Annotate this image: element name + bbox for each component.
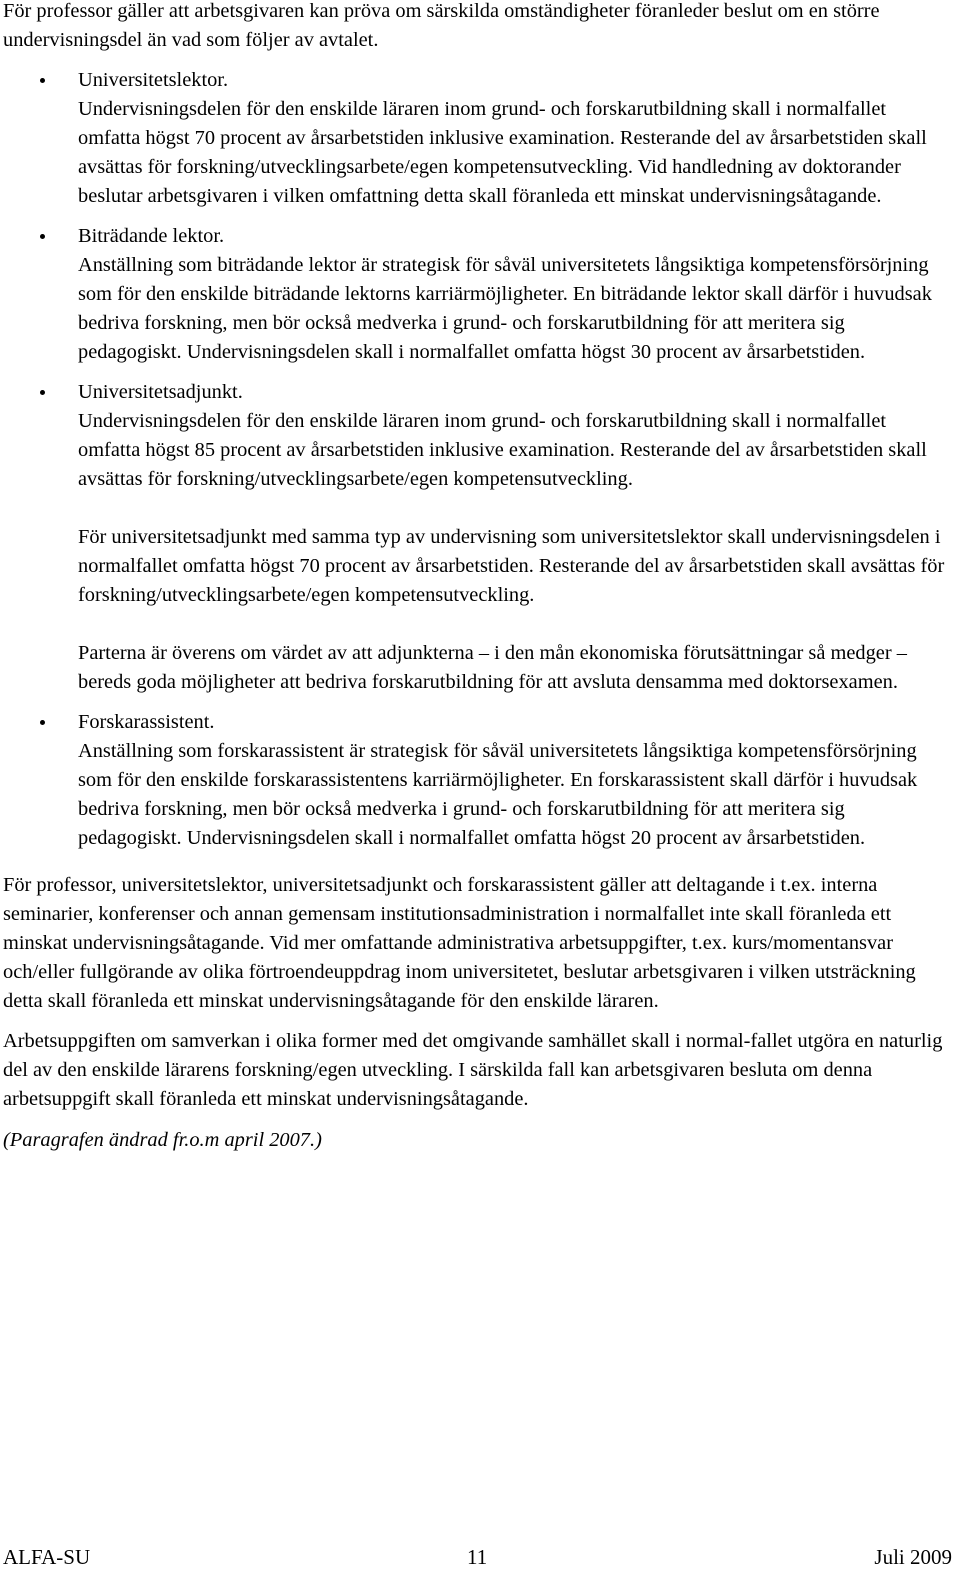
bullet-icon <box>40 234 45 239</box>
amendment-note: (Paragrafen ändrad fr.o.m april 2007.) <box>3 1129 322 1151</box>
item-subparagraph: För universitetsadjunkt med samma typ av undervisning som universitetslektor skall undervisningsdelen i normalfallet omfatta högst 70 procent av årsarbetstiden. Resterande del av årsarbetstiden skall avsättas för forskning/utvecklingsarbete/egen kompetensutveckling. <box>78 526 945 606</box>
item-subparagraph: Parterna är överens om värdet av att adjunkterna – i den mån ekonomiska förutsättningar så medger – bereds goda möjligheter att bedriva forskarutbildning för att avsluta densamma med doktorsexamen. <box>78 642 907 693</box>
bullet-icon <box>40 390 45 395</box>
intro-paragraph: För professor gäller att arbetsgivaren kan pröva om särskilda omständigheter föranleder beslut om en större undervisningsdel än vad som följer av avtalet. <box>3 0 880 51</box>
item-title: Universitetsadjunkt. <box>78 381 243 403</box>
item-title: Universitetslektor. <box>78 69 229 91</box>
item-text: Anställning som forskarassistent är strategisk för såväl universitetets långsiktiga kompetensförsörjning som för den enskilde forskarassistentens karriärmöjligheter. En forskarassistent skall därför i huvudsak bedriva forskning, men bör också medverka i grund- och forskarutbildning för att meritera sig pedagogiskt. Undervisningsdelen skall i normalfallet omfatta högst 20 procent av årsarbetstiden. <box>78 740 918 849</box>
position-list <box>3 66 948 853</box>
bullet-icon <box>40 720 45 725</box>
page-number: 11 <box>467 1545 488 1569</box>
bullet-icon <box>40 78 45 83</box>
list-item-universitetslektor <box>3 66 948 211</box>
item-title: Biträdande lektor. <box>78 225 225 247</box>
footer-org: ALFA-SU <box>3 1545 91 1569</box>
page-footer <box>3 1542 952 1572</box>
item-title: Forskarassistent. <box>78 711 215 733</box>
document-page <box>3 0 948 1155</box>
body-paragraph: Arbetsuppgiften om samverkan i olika former med det omgivande samhället skall i normal-fallet utgöra en naturlig del av den enskilde lärarens forskning/egen utveckling. I särskilda fall kan arbetsgivaren besluta om denna arbetsuppgift skall föranleda ett minskat undervisningsåtagande. <box>3 1030 943 1110</box>
list-item-universitetsadjunkt <box>3 378 948 697</box>
item-text: Undervisningsdelen för den enskilde läraren inom grund- och forskarutbildning skall i normalfallet omfatta högst 85 procent av årsarbetstiden inklusive examination. Resterande del av årsarbetstiden skall avsättas för forskning/utvecklingsarbete/egen kompetensutveckling. <box>78 410 927 490</box>
item-text: Undervisningsdelen för den enskilde läraren inom grund- och forskarutbildning skall i normalfallet omfatta högst 70 procent av årsarbetstiden inklusive examination. Resterande del av årsarbetstiden skall avsättas för forskning/utvecklingsarbete/egen kompetensutveckling. Vid handledning av doktorander beslutar arbetsgivaren i vilken omfattning detta skall föranleda ett minskat undervisningsåtagande. <box>78 98 927 207</box>
footer-date: Juli 2009 <box>874 1545 952 1569</box>
body-paragraph: För professor, universitetslektor, universitetsadjunkt och forskarassistent gäller att deltagande i t.ex. interna seminarier, konferenser och annan gemensam institutionsadministration i normalfallet inte skall föranleda ett minskat undervisningsåtagande. Vid mer omfattande administrativa arbetsuppgifter, t.ex. kurs/momentansvar och/eller fullgörande av olika förtroendeuppdrag inom universitetet, beslutar arbetsgivaren i vilken utsträckning detta skall föranleda ett minskat undervisningsåtagande för den enskilde läraren. <box>3 874 916 1012</box>
list-item-forskarassistent <box>3 708 948 853</box>
list-item-bitradande-lektor <box>3 222 948 367</box>
item-text: Anställning som biträdande lektor är strategisk för såväl universitetets långsiktiga kompetensförsörjning som för den enskilde biträdande lektorns karriärmöjligheter. En biträdande lektor skall därför i huvudsak bedriva forskning, men bör också medverka i grund- och forskarutbildning för att meritera sig pedagogiskt. Undervisningsdelen skall i normalfallet omfatta högst 30 procent av årsarbetstiden. <box>78 254 932 363</box>
